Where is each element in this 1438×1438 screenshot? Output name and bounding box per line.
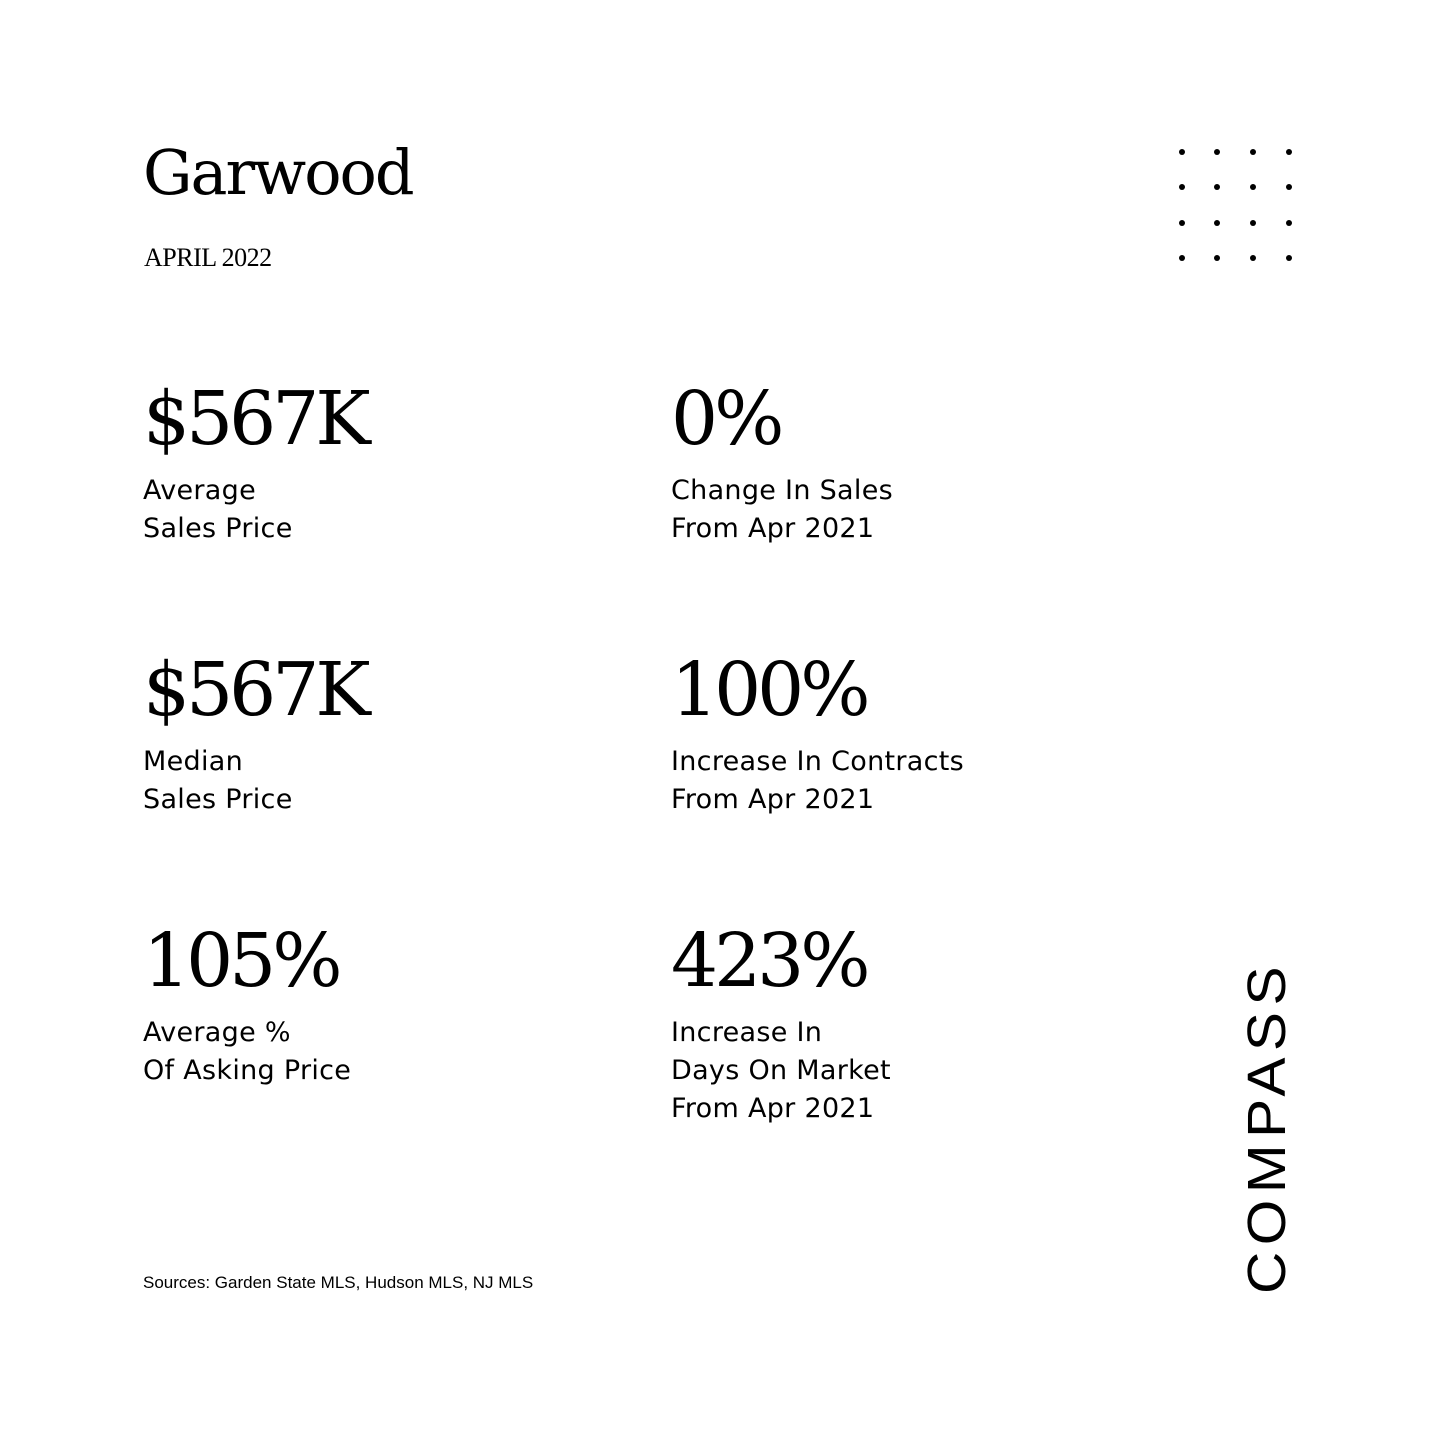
stat-increase-in-contracts: [671, 647, 965, 819]
stat-label: [143, 472, 367, 548]
stat-label-line: Sales Price: [143, 513, 293, 544]
stat-label: [671, 472, 893, 548]
stat-label-line: From Apr 2021: [671, 784, 875, 815]
stat-label-line: Sales Price: [143, 784, 293, 815]
stat-label-line: Change In Sales: [671, 475, 893, 506]
report-date: APRIL 2022: [144, 243, 272, 272]
stat-label: [143, 1014, 351, 1090]
dot-grid-icon: [1175, 145, 1299, 269]
stat-value: $567K: [143, 647, 367, 733]
stat-average-sales-price: [143, 376, 367, 548]
stat-label-line: Of Asking Price: [143, 1055, 352, 1086]
stat-average-of-asking-price: [143, 918, 352, 1090]
stat-label-line: Average %: [143, 1017, 291, 1048]
stat-value: 423%: [671, 918, 867, 1004]
compass-logo: [1237, 958, 1297, 1294]
stat-label-line: From Apr 2021: [671, 513, 875, 544]
stat-label-line: Median: [143, 746, 244, 777]
stat-label-line: Days On Market: [671, 1055, 891, 1086]
stat-value: $567K: [143, 376, 367, 462]
stat-median-sales-price: [143, 647, 367, 819]
sources-note: Sources: Garden State MLS, Hudson MLS, NJ MLS: [143, 1273, 534, 1292]
stat-label: [143, 743, 367, 819]
stat-label-line: Average: [143, 475, 256, 506]
stat-label-line: From Apr 2021: [671, 1093, 875, 1124]
stat-label: [671, 1014, 891, 1128]
stat-label: [671, 743, 964, 819]
stat-change-in-sales: [671, 376, 893, 548]
stat-label-line: Increase In: [671, 1017, 823, 1048]
stat-value: 105%: [143, 918, 339, 1004]
stat-value: 100%: [671, 647, 867, 733]
page-title: Garwood: [143, 136, 413, 209]
compass-logo-text: COMPASS: [1237, 985, 1297, 1294]
stat-label-line: Increase In Contracts: [671, 746, 965, 777]
stat-increase-in-days-on-market: [671, 918, 891, 1128]
stat-value: 0%: [671, 376, 781, 462]
